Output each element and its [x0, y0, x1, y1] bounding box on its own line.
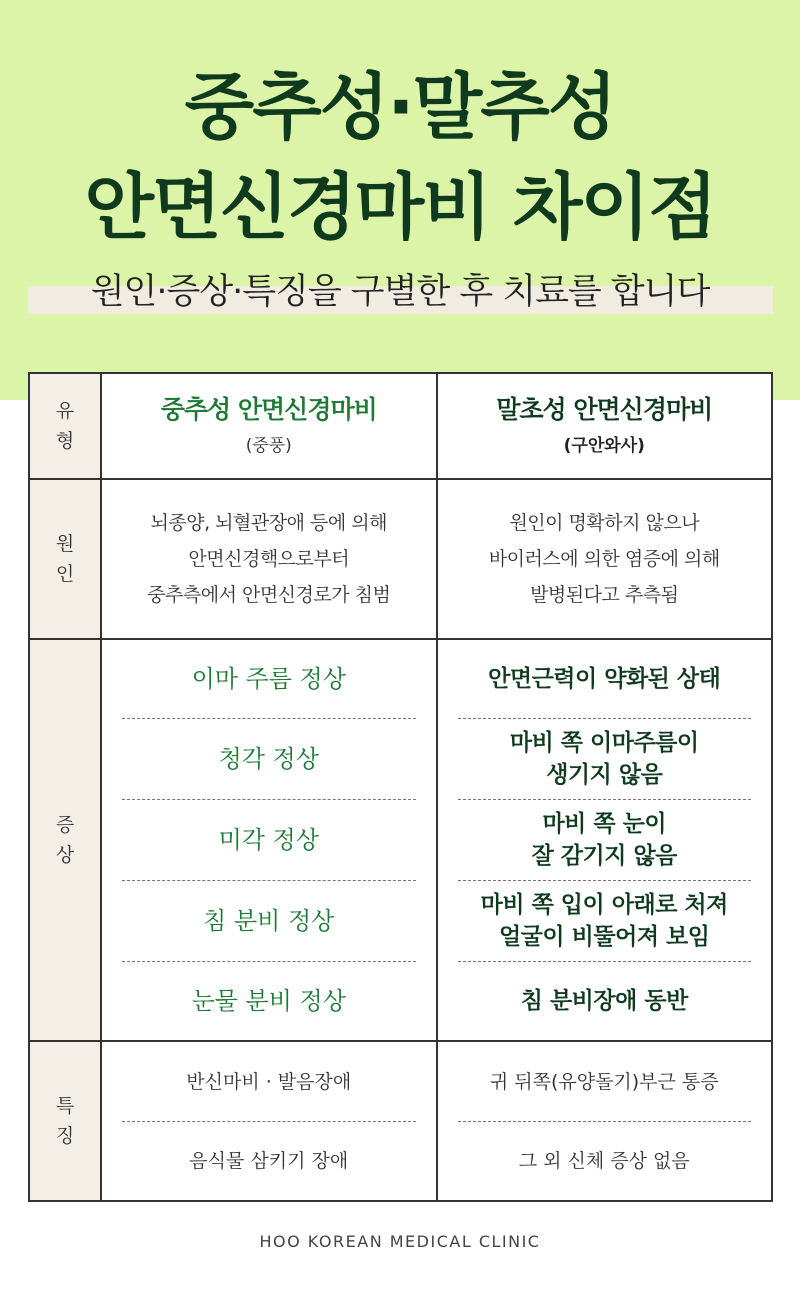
type-peripheral-cell — [437, 373, 773, 479]
type-central-sub: (중풍) — [245, 436, 292, 456]
cause-central-line: 중추측에서 안면신경로가 침범 — [147, 584, 391, 606]
row-label-feature: 특 징 — [29, 1041, 101, 1201]
list-item: 마비 쪽 입이 아래로 처져 얼굴이 비뚤어져 보임 — [458, 881, 752, 962]
cause-central-cell — [101, 479, 437, 639]
list-item: 음식물 삼키기 장애 — [189, 1149, 349, 1172]
list-item: 반신마비 · 발음장애 — [122, 1043, 416, 1122]
comparison-table — [28, 372, 773, 1202]
cause-peripheral-line: 원인이 명확하지 않으나 — [509, 512, 700, 534]
list-item: 청각 정상 — [122, 719, 416, 800]
page-title-line2: 안면신경마비 차이점 — [84, 165, 716, 249]
page-title-line1: 중추성·말추성 — [184, 65, 616, 149]
row-label-cause: 원 인 — [29, 479, 101, 639]
table-row-feature — [29, 1041, 772, 1201]
cause-peripheral-line: 바이러스에 의한 염증에 의해 — [488, 548, 720, 570]
table-row-cause — [29, 479, 772, 639]
list-item: 귀 뒤쪽(유양돌기)부근 통증 — [458, 1043, 752, 1122]
clinic-footer: HOO KOREAN MEDICAL CLINIC — [259, 1232, 541, 1251]
type-central-title: 중추성 안면신경마비 — [160, 395, 377, 424]
type-peripheral-sub: (구안와사) — [563, 436, 645, 456]
row-label-symptom: 증 상 — [29, 639, 101, 1041]
list-item: 침 분비 정상 — [122, 881, 416, 962]
list-item: 마비 쪽 눈이 잘 감기지 않음 — [458, 800, 752, 881]
table-row-type — [29, 373, 772, 479]
type-peripheral-title: 말초성 안면신경마비 — [496, 395, 713, 424]
list-item: 이마 주름 정상 — [122, 640, 416, 719]
cause-peripheral-line: 발병된다고 추측됨 — [530, 584, 679, 606]
cause-peripheral-cell — [437, 479, 773, 639]
list-item: 안면근력이 약화된 상태 — [458, 640, 752, 719]
symptom-peripheral-cell — [437, 639, 773, 1041]
row-label-type: 유 형 — [29, 373, 101, 479]
list-item: 눈물 분비 정상 — [191, 987, 346, 1015]
list-item: 그 외 신체 증상 없음 — [518, 1149, 690, 1172]
page-subtitle: 원인·증상·특징을 구별한 후 치료를 합니다 — [90, 272, 710, 312]
list-item: 미각 정상 — [122, 800, 416, 881]
feature-central-cell — [101, 1041, 437, 1201]
cause-central-line: 뇌종양, 뇌혈관장애 등에 의해 — [150, 512, 387, 534]
list-item: 마비 쪽 이마주름이 생기지 않음 — [458, 719, 752, 800]
feature-peripheral-cell — [437, 1041, 773, 1201]
table-row-symptom — [29, 639, 772, 1041]
list-item: 침 분비장애 동반 — [520, 988, 688, 1014]
type-central-cell — [101, 373, 437, 479]
cause-central-line: 안면신경핵으로부터 — [188, 548, 350, 570]
symptom-central-cell — [101, 639, 437, 1041]
